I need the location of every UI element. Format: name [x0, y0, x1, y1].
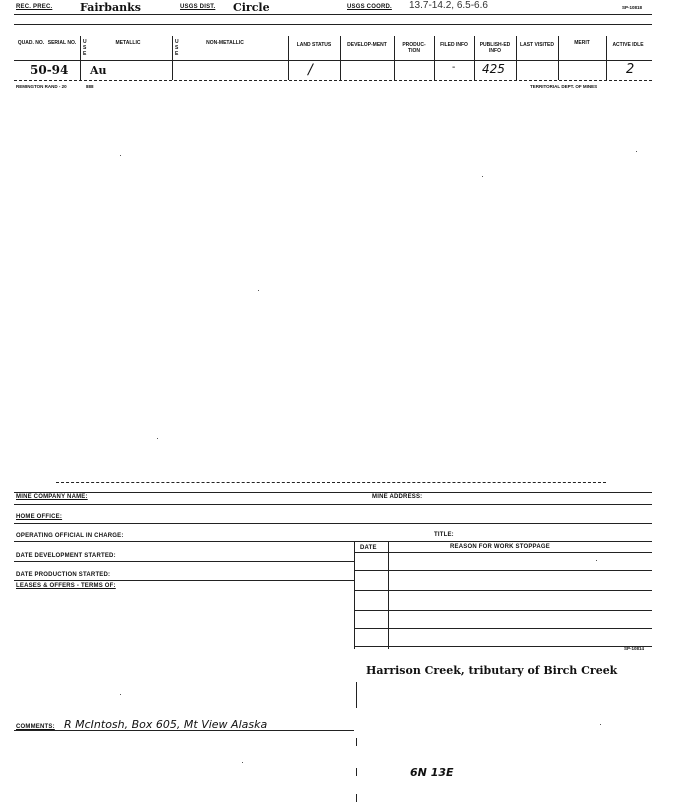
col-non-metallic: NON-METALLIC: [206, 40, 244, 46]
col-quad-no: QUAD. NO.: [17, 40, 45, 46]
top-footer-code: 888: [86, 84, 94, 89]
col-filed-info: FILED INFO: [440, 42, 468, 48]
mine-company-name-label: MINE COMPANY NAME:: [16, 494, 88, 500]
rec-prec-label: REC. PREC.: [16, 4, 53, 10]
col-published-info: PUBLISH-ED INFO: [479, 42, 511, 54]
top-footer-right: TERRITORIAL DEPT. OF MINES: [530, 84, 598, 89]
usgs-dist-label: USGS DIST.: [180, 4, 216, 10]
col-development: DEVELOP-MENT: [347, 42, 387, 48]
col-use-metallic: U S E: [83, 39, 87, 57]
top-footer-left: REMINGTON RAND - 20: [16, 84, 67, 89]
bottom-form-number: SP-10814: [624, 646, 645, 651]
location-typed: Harrison Creek, tributary of Birch Creek: [366, 664, 618, 677]
date-header: DATE: [360, 545, 377, 551]
mine-address-label: MINE ADDRESS:: [372, 494, 423, 500]
row-metallic: Au: [90, 64, 107, 77]
col-last-visited: LAST VISITED: [520, 42, 554, 48]
row-published-info: 425: [482, 62, 505, 76]
col-land-status: LAND STATUS: [296, 42, 332, 48]
col-serial-no: SERIAL NO.: [47, 40, 77, 46]
title-label: TITLE:: [434, 532, 454, 538]
usgs-coord-value: 13.7-14.2, 6.5-6.6: [409, 0, 488, 11]
comments-value: R McIntosh, Box 605, Mt View Alaska: [64, 718, 268, 731]
col-active-idle: ACTIVE IDLE: [612, 42, 644, 48]
row-filed-info: -: [452, 62, 456, 73]
col-metallic: METALLIC: [115, 40, 141, 46]
rec-prec-value: Fairbanks: [80, 1, 141, 14]
top-form-number: SP-10818: [622, 5, 643, 10]
col-production: PRODUC-TION: [402, 42, 426, 54]
row-land-status: /: [308, 62, 313, 78]
comments-label: COMMENTS:: [16, 724, 55, 730]
date-development-label: DATE DEVELOPMENT STARTED:: [16, 553, 116, 559]
home-office-label: HOME OFFICE:: [16, 514, 63, 520]
col-use-nonmetallic: U S E: [175, 39, 179, 57]
leases-label: LEASES & OFFERS - TERMS OF:: [16, 583, 116, 589]
usgs-coord-label: USGS COORD.: [347, 4, 392, 10]
col-merit: MERIT: [574, 40, 590, 46]
reason-header: REASON FOR WORK STOPPAGE: [450, 544, 550, 550]
usgs-dist-value: Circle: [233, 1, 270, 14]
row-quad-serial: 50-94: [30, 63, 69, 77]
operating-official-label: OPERATING OFFICIAL IN CHARGE:: [16, 533, 124, 539]
date-production-label: DATE PRODUCTION STARTED:: [16, 572, 111, 578]
row-active-idle: 2: [626, 62, 635, 77]
township-note: 6N 13E: [410, 766, 454, 779]
